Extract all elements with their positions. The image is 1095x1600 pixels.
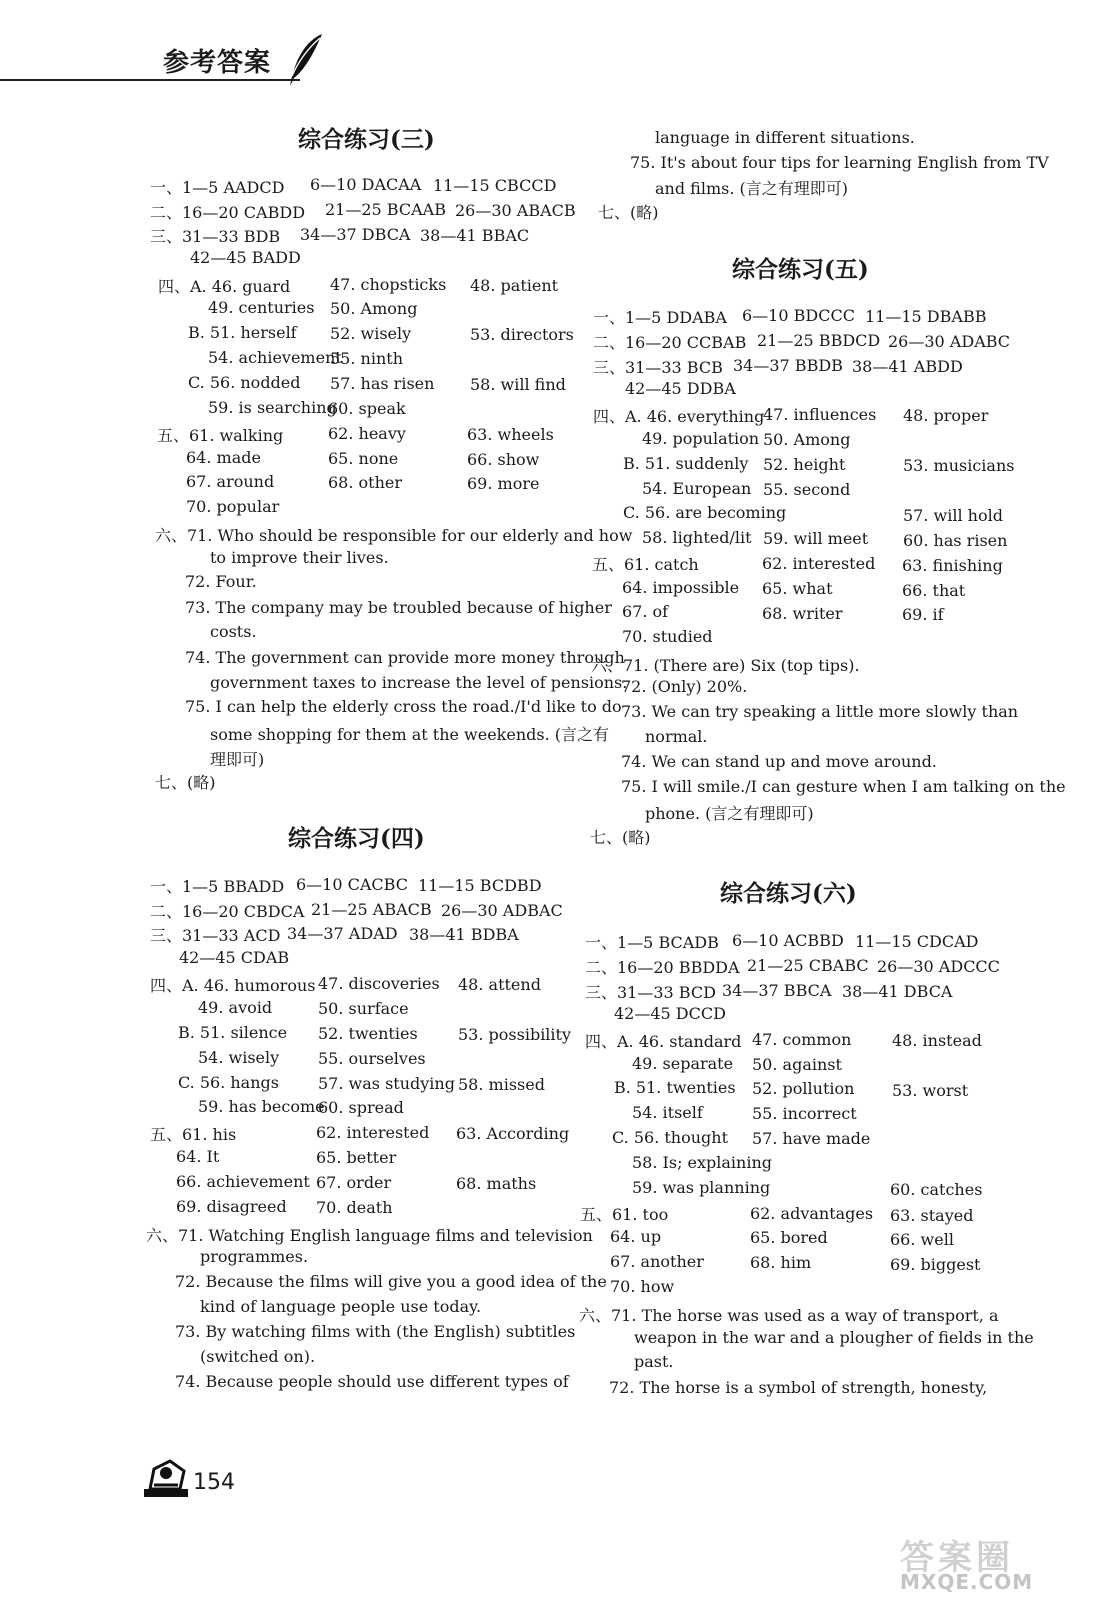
answer-line: 49. avoid	[198, 998, 273, 1017]
answer-line: 75. It's about four tips for learning English from TV	[630, 153, 1049, 172]
answer-line: phone. (言之有理即可)	[645, 804, 814, 823]
answer-line: 57. was studying	[318, 1074, 455, 1093]
section-title-3: 综合练习(三)	[298, 126, 435, 153]
answer-line: 65. better	[316, 1148, 397, 1167]
answer-line: 6—10 BDCCC	[742, 306, 855, 325]
answer-line: 57. will hold	[903, 506, 1003, 525]
answer-line: kind of language people use today.	[200, 1297, 482, 1316]
section-title-5: 综合练习(五)	[732, 256, 869, 283]
answer-line: 11—15 CDCAD	[855, 932, 979, 951]
answer-line: 53. musicians	[903, 456, 1015, 475]
watermark-url: MXQE.COM	[900, 1570, 1034, 1594]
answer-line: 48. instead	[892, 1031, 982, 1050]
answer-line: 49. centuries	[208, 298, 315, 317]
answer-line: 58. missed	[458, 1075, 545, 1094]
answer-line: 67. of	[622, 602, 669, 621]
answer-line: B. 51. twenties	[614, 1078, 736, 1097]
answer-line: 三、31—33 BCD	[585, 983, 716, 1002]
answer-line: 26—30 ADBAC	[441, 901, 563, 920]
answer-line: 68. maths	[456, 1174, 537, 1193]
answer-line: 73. We can try speaking a little more slowly than	[621, 702, 1019, 721]
answer-line: 70. popular	[186, 497, 280, 516]
answer-line: 74. The government can provide more money through	[185, 648, 625, 667]
answer-line: 53. worst	[892, 1081, 969, 1100]
section-title-6: 综合练习(六)	[720, 880, 857, 907]
watermark	[900, 1530, 1080, 1596]
answer-line: 26—30 ADCCC	[877, 957, 1000, 976]
answer-line: 一、1—5 BCADB	[585, 933, 719, 952]
answer-line: 70. studied	[622, 627, 713, 646]
answer-line: (switched on).	[200, 1347, 316, 1366]
answer-line: 21—25 BCAAB	[325, 200, 446, 219]
answer-line: past.	[634, 1352, 674, 1371]
answer-line: 四、A. 46. standard	[585, 1032, 742, 1051]
answer-line: to improve their lives.	[210, 548, 389, 567]
header-rule	[0, 79, 300, 81]
answer-line: 34—37 BBDB	[733, 356, 843, 375]
answer-line: 49. separate	[632, 1054, 734, 1073]
answer-line: 69. if	[902, 605, 944, 624]
answer-line: C. 56. thought	[612, 1128, 729, 1147]
answer-line: 57. have made	[752, 1129, 871, 1148]
answer-line: 48. attend	[458, 975, 541, 994]
reading-mascot-icon	[140, 1455, 192, 1501]
answer-line: 60. spread	[318, 1098, 404, 1117]
answer-line: 54. achievement	[208, 348, 342, 367]
answer-line: 67. around	[186, 472, 275, 491]
answer-line: B. 51. suddenly	[623, 454, 749, 473]
answer-line: 70. how	[610, 1277, 675, 1296]
answer-line: 67. another	[610, 1252, 704, 1271]
answer-line: 34—37 DBCA	[300, 225, 411, 244]
answer-line: 55. ninth	[330, 349, 403, 368]
answer-line: 六、71. The horse was used as a way of transport, a	[579, 1306, 999, 1325]
answer-line: 72. (Only) 20%.	[621, 677, 748, 696]
answer-line: B. 51. silence	[178, 1023, 288, 1042]
answer-line: 52. wisely	[330, 324, 412, 343]
answer-line: 70. death	[316, 1198, 393, 1217]
answer-line: 55. second	[763, 480, 851, 499]
answer-line: 五、61. walking	[157, 426, 284, 445]
page-header-title: 参考答案	[163, 48, 272, 78]
answer-line: 38—41 ABDD	[852, 357, 963, 376]
answer-line: 67. order	[316, 1173, 392, 1192]
answer-line: 四、A. 46. everything	[593, 407, 765, 426]
answer-line: 47. common	[752, 1030, 852, 1049]
answer-line: 42—45 DCCD	[614, 1004, 726, 1023]
answer-line: 七、(略)	[590, 828, 651, 847]
answer-line: 60. has risen	[903, 531, 1008, 550]
answer-line: 72. Because the films will give you a good idea of the	[175, 1272, 607, 1291]
answer-line: 59. was planning	[632, 1178, 771, 1197]
watermark-logo: 答案圈	[900, 1538, 1014, 1578]
answer-line: 七、(略)	[598, 203, 659, 222]
answer-line: 二、16—20 BBDDA	[585, 958, 740, 977]
answer-line: 74. We can stand up and move around.	[621, 752, 937, 771]
answer-line: 58. Is; explaining	[632, 1153, 773, 1172]
answer-line: 11—15 CBCCD	[433, 176, 557, 195]
answer-line: 69. biggest	[890, 1255, 981, 1274]
answer-line: 58. will find	[470, 375, 566, 394]
answer-line: 34—37 ADAD	[287, 924, 398, 943]
answer-line: 57. has risen	[330, 374, 435, 393]
answer-line: 一、1—5 DDABA	[593, 308, 727, 327]
answer-line: 73. By watching films with (the English) subtitles	[175, 1322, 576, 1341]
answer-line: 48. proper	[903, 406, 989, 425]
answer-line: 68. him	[750, 1253, 812, 1272]
answer-line: 53. possibility	[458, 1025, 572, 1044]
answer-line: C. 56. nodded	[188, 373, 301, 392]
answer-line: 26—30 ABACB	[455, 201, 576, 220]
answer-line: 五、61. too	[580, 1205, 669, 1224]
answer-line: and films. (言之有理即可)	[655, 179, 849, 198]
answer-line: 47. chopsticks	[330, 275, 447, 294]
answer-line: language in different situations.	[655, 128, 915, 147]
answer-line: 66. well	[890, 1230, 954, 1249]
answer-line: 75. I will smile./I can gesture when I am talking on the	[621, 777, 1066, 796]
answer-line: 二、16—20 CABDD	[150, 203, 306, 222]
answer-line: 七、(略)	[155, 773, 216, 792]
answer-line: C. 56. are becoming	[623, 503, 787, 522]
answer-line: 47. discoveries	[318, 974, 440, 993]
answer-line: 59. has become	[198, 1097, 325, 1116]
answer-line: 四、A. 46. humorous	[150, 976, 316, 995]
answer-line: 64. up	[610, 1227, 662, 1246]
answer-line: 72. Four.	[185, 572, 257, 591]
answer-line: 68. writer	[762, 604, 843, 623]
answer-line: 54. itself	[632, 1103, 703, 1122]
answer-line: 二、16—20 CCBAB	[593, 333, 747, 352]
answer-line: costs.	[210, 622, 257, 641]
answer-line: government taxes to increase the level of pensions.	[210, 673, 628, 692]
answer-line: 50. surface	[318, 999, 409, 1018]
answer-line: 四、A. 46. guard	[158, 277, 291, 296]
answer-line: 69. more	[467, 474, 540, 493]
answer-line: 59. will meet	[763, 529, 869, 548]
answer-line: 34—37 BBCA	[722, 981, 832, 1000]
quill-pen-icon	[284, 32, 326, 88]
answer-line: 42—45 DDBA	[625, 379, 736, 398]
page-number: 154	[193, 1470, 235, 1495]
answer-line: 21—25 BBDCD	[757, 331, 881, 350]
answer-line: 62. interested	[762, 554, 876, 573]
answer-line: programmes.	[200, 1247, 309, 1266]
answer-line: 6—10 DACAA	[310, 175, 422, 194]
answer-line: 50. Among	[330, 299, 418, 318]
answer-line: normal.	[645, 727, 708, 746]
answer-line: 六、71. Who should be responsible for our elderly and how	[155, 526, 633, 545]
answer-line: 59. is searching	[208, 398, 337, 417]
answer-line: 二、16—20 CBDCA	[150, 902, 305, 921]
answer-line: 三、31—33 ACD	[150, 926, 281, 945]
answer-line: 58. lighted/lit	[642, 528, 752, 547]
answer-line: 64. It	[176, 1147, 220, 1166]
answer-line: 62. advantages	[750, 1204, 874, 1223]
answer-line: 55. incorrect	[752, 1104, 857, 1123]
answer-line: 38—41 BDBA	[409, 925, 519, 944]
answer-line: 73. The company may be troubled because of higher	[185, 598, 612, 617]
answer-line: 6—10 CACBC	[296, 875, 408, 894]
answer-line: 55. ourselves	[318, 1049, 426, 1068]
answer-line: 理即可)	[210, 750, 265, 769]
answer-line: 60. catches	[890, 1180, 983, 1199]
answer-line: 21—25 CBABC	[747, 956, 869, 975]
answer-line: 60. speak	[328, 399, 406, 418]
answer-line: 三、31—33 BCB	[593, 358, 723, 377]
answer-line: 63. wheels	[467, 425, 554, 444]
answer-line: 65. what	[762, 579, 833, 598]
answer-line: 42—45 CDAB	[179, 948, 290, 967]
answer-line: 三、31—33 BDB	[150, 227, 281, 246]
answer-line: 6—10 ACBBD	[732, 931, 844, 950]
answer-line: 48. patient	[470, 276, 559, 295]
answer-line: 66. that	[902, 581, 966, 600]
answer-line: 五、61. his	[150, 1125, 237, 1144]
answer-line: some shopping for them at the weekends. (言之有	[210, 725, 610, 744]
answer-line: 62. heavy	[328, 424, 406, 443]
section-title-4: 综合练习(四)	[288, 825, 425, 852]
answer-line: 26—30 ADABC	[888, 332, 1011, 351]
answer-line: 64. impossible	[622, 578, 740, 597]
answer-line: 38—41 DBCA	[842, 982, 953, 1001]
answer-line: 52. pollution	[752, 1079, 855, 1098]
answer-line: 五、61. catch	[592, 555, 699, 574]
answer-line: weapon in the war and a plougher of fields in the	[634, 1328, 1034, 1347]
answer-line: 49. population	[642, 429, 760, 448]
answer-line: 38—41 BBAC	[420, 226, 530, 245]
answer-line: 11—15 BCDBD	[418, 876, 542, 895]
answer-line: 六、71. Watching English language films and television	[146, 1226, 593, 1245]
answer-line: 64. made	[186, 448, 261, 467]
answer-line: 75. I can help the elderly cross the road./I'd like to do	[185, 697, 622, 716]
answer-line: 47. influences	[763, 405, 877, 424]
answer-line: 11—15 DBABB	[865, 307, 987, 326]
answer-line: 54. wisely	[198, 1048, 280, 1067]
answer-line: C. 56. hangs	[178, 1073, 279, 1092]
answer-line: 42—45 BADD	[190, 248, 301, 267]
answer-line: 50. Among	[763, 430, 851, 449]
answer-line: 65. none	[328, 449, 399, 468]
answer-line: 63. stayed	[890, 1206, 974, 1225]
answer-line: 65. bored	[750, 1228, 828, 1247]
answer-line: 54. European	[642, 479, 752, 498]
answer-line: B. 51. herself	[188, 323, 297, 342]
answer-line: 21—25 ABACB	[311, 900, 432, 919]
answer-line: 69. disagreed	[176, 1197, 287, 1216]
answer-line: 六、71. (There are) Six (top tips).	[591, 656, 860, 675]
answer-line: 66. achievement	[176, 1172, 310, 1191]
answer-line: 一、1—5 BBADD	[150, 877, 285, 896]
answer-line: 66. show	[467, 450, 540, 469]
answer-line: 52. twenties	[318, 1024, 418, 1043]
answer-line: 62. interested	[316, 1123, 430, 1142]
answer-line: 50. against	[752, 1055, 842, 1074]
answer-line: 63. According	[456, 1124, 570, 1143]
answer-line: 68. other	[328, 473, 403, 492]
answer-line: 72. The horse is a symbol of strength, honesty,	[609, 1378, 988, 1397]
answer-line: 53. directors	[470, 325, 574, 344]
answer-line: 52. height	[763, 455, 846, 474]
answer-line: 74. Because people should use different types of	[175, 1372, 569, 1391]
answer-line: 一、1—5 AADCD	[150, 178, 285, 197]
answer-line: 63. finishing	[902, 556, 1003, 575]
